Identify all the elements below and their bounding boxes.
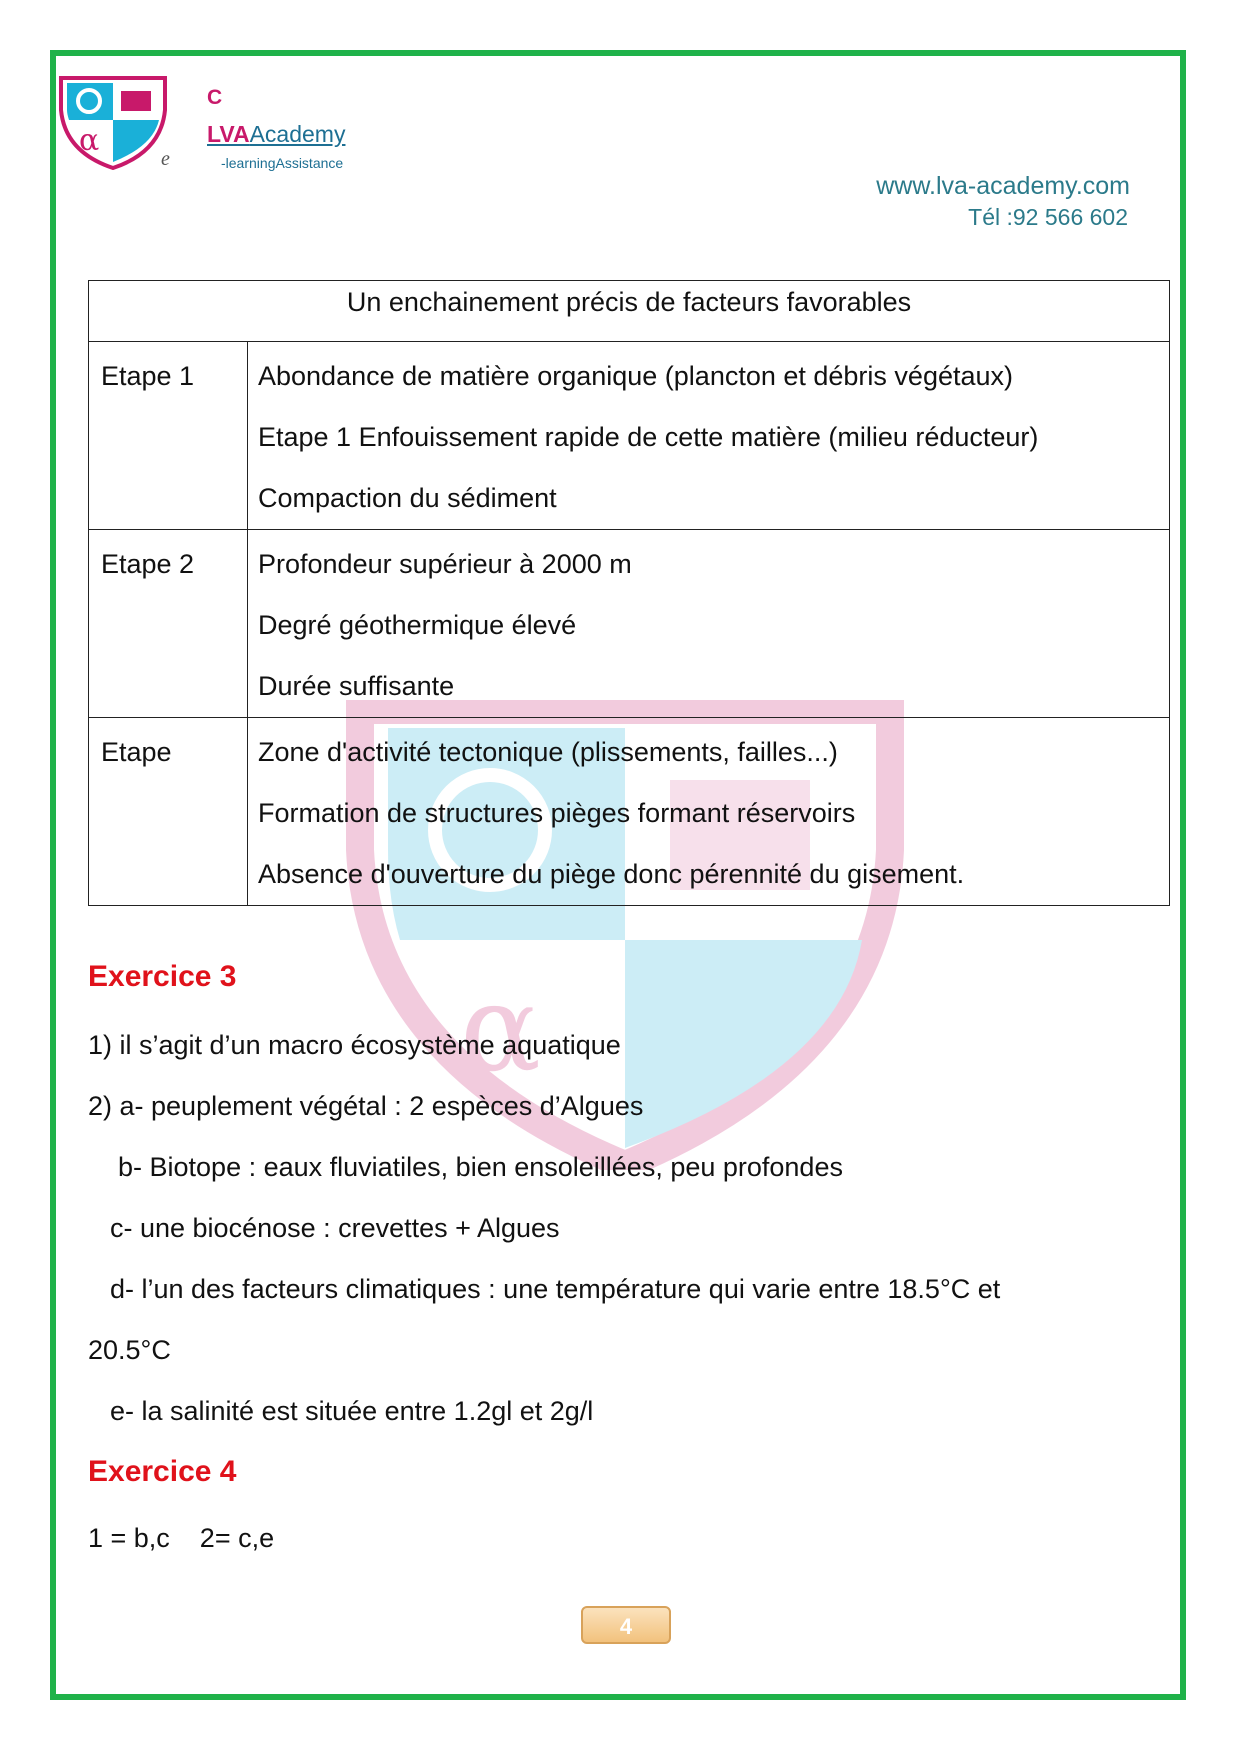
lva-academy-logo bbox=[57, 74, 169, 170]
stage-item: Etape 1 Enfouissement rapide de cette matière (milieu réducteur) bbox=[258, 422, 1039, 452]
brand-academy: Academy bbox=[249, 121, 346, 147]
stage-items bbox=[248, 530, 1170, 718]
svg-text:α: α bbox=[460, 960, 542, 1099]
exercise-3-line: d- l’un des facteurs climatiques : une température qui varie entre 18.5°C et bbox=[110, 1274, 1001, 1304]
exercise-4-title: Exercice 4 bbox=[88, 1455, 237, 1488]
table-row bbox=[89, 718, 1170, 906]
exercise-3-line: 1) il s’agit d’un macro écosystème aquatique bbox=[88, 1030, 621, 1060]
table-row bbox=[89, 342, 1170, 530]
brand-name[interactable] bbox=[207, 121, 345, 148]
stage-item: Abondance de matière organique (plancton et débris végétaux) bbox=[258, 361, 1013, 391]
brand-e-letter: e bbox=[161, 148, 170, 170]
stage-label-text: Etape 2 bbox=[101, 549, 195, 579]
stage-item: Formation de structures pièges formant réservoirs bbox=[258, 798, 856, 828]
table-title: Un enchainement précis de facteurs favorables bbox=[89, 281, 1170, 342]
factors-table bbox=[88, 280, 1170, 906]
exercise-3-line: e- la salinité est située entre 1.2gl et 2g/l bbox=[110, 1396, 594, 1426]
brand-tagline: -learningAssistance bbox=[221, 155, 344, 171]
stage-label bbox=[89, 530, 248, 718]
stage-items bbox=[248, 342, 1170, 530]
stage-item: Zone d'activité tectonique (plissements, failles...) bbox=[258, 737, 838, 767]
exercise-3-line: b- Biotope : eaux fluviatiles, bien ensoleillées, peu profondes bbox=[118, 1152, 843, 1182]
stage-item: Degré géothermique élevé bbox=[258, 610, 577, 640]
exercise-3-line: c- une biocénose : crevettes + Algues bbox=[110, 1213, 560, 1243]
stage-label-text: Etape bbox=[101, 737, 172, 767]
website-link[interactable]: www.lva-academy.com bbox=[876, 172, 1130, 200]
brand-c-letter: C bbox=[207, 86, 223, 109]
phone-number: Tél :92 566 602 bbox=[968, 204, 1128, 230]
stage-label-text: Etape 1 bbox=[101, 361, 195, 391]
table-header-row bbox=[89, 281, 1170, 342]
exercise-3-title: Exercice 3 bbox=[88, 960, 237, 993]
stage-item: Durée suffisante bbox=[258, 671, 455, 701]
exercise-3-line: 20.5°C bbox=[88, 1335, 171, 1365]
stage-item: Profondeur supérieur à 2000 m bbox=[258, 549, 632, 579]
stage-item: Absence d'ouverture du piège donc pérennité du gisement. bbox=[258, 859, 965, 889]
table-row bbox=[89, 530, 1170, 718]
page-number-badge: 4 bbox=[581, 1606, 671, 1644]
stage-label bbox=[89, 718, 248, 906]
brand-lva: LVA bbox=[207, 121, 250, 147]
stage-label bbox=[89, 342, 248, 530]
exercise-3-line: 2) a- peuplement végétal : 2 espèces d’Algues bbox=[88, 1091, 644, 1121]
stage-item: Compaction du sédiment bbox=[258, 483, 557, 513]
stage-items bbox=[248, 718, 1170, 906]
svg-text:α: α bbox=[79, 123, 100, 158]
exercise-4-line: 1 = b,c 2= c,e bbox=[88, 1523, 275, 1553]
